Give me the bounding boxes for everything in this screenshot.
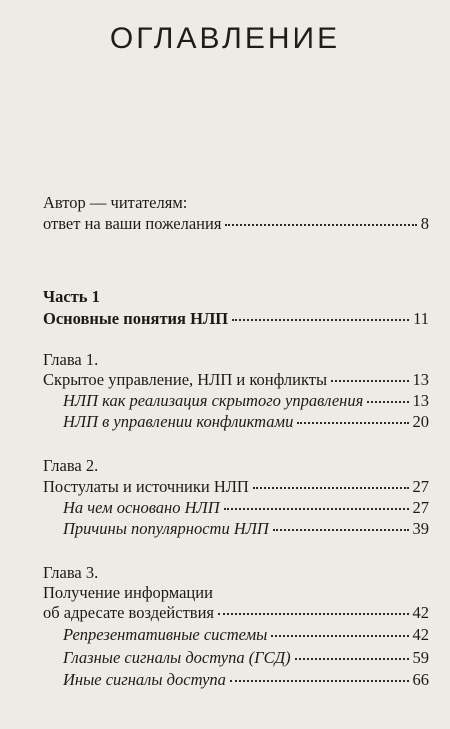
section-title: Иные сигналы доступа (63, 670, 226, 689)
section-entry[interactable] (63, 625, 429, 645)
page-number: 27 (412, 477, 429, 496)
author-entry-title: ответ на ваши пожелания (43, 214, 222, 233)
page-number: 13 (412, 391, 429, 410)
section-entry[interactable] (63, 498, 429, 518)
section-entry[interactable] (63, 519, 429, 539)
part-title: Основные понятия НЛП (43, 309, 229, 328)
leader-dots (225, 223, 416, 226)
page-number: 66 (412, 670, 429, 689)
page-number: 20 (412, 412, 429, 431)
chapter-title: об адресате воздействия (43, 603, 214, 622)
page-number: 27 (412, 498, 429, 517)
page-title: ОГЛАВЛЕНИЕ (109, 22, 341, 55)
chapter-title-line1: Получение информации (43, 583, 213, 602)
leader-dots (273, 528, 409, 531)
leader-dots (331, 379, 408, 382)
section-title: Причины популярности НЛП (63, 519, 269, 538)
leader-dots (295, 657, 409, 660)
page-number: 42 (412, 603, 429, 622)
section-entry[interactable] (63, 670, 429, 690)
section-title: Глазные сигналы доступа (ГСД) (63, 648, 291, 667)
author-entry-line1: Автор — читателям: (43, 193, 188, 212)
leader-dots (367, 400, 408, 403)
chapter-title: Скрытое управление, НЛП и конфликты (43, 370, 328, 389)
leader-dots (230, 679, 409, 682)
page-number: 39 (412, 519, 429, 538)
section-entry[interactable] (63, 391, 429, 411)
section-entry[interactable] (63, 412, 429, 432)
section-title: На чем основано НЛП (63, 498, 220, 517)
chapter-entry[interactable] (43, 603, 429, 623)
leader-dots (218, 612, 409, 615)
leader-dots (271, 634, 408, 637)
page-number: 8 (420, 214, 429, 233)
chapter-label: Глава 3. (43, 563, 99, 582)
page-number: 13 (412, 370, 429, 389)
page-number: 42 (412, 625, 429, 644)
page-number: 59 (412, 648, 429, 667)
author-entry[interactable] (43, 214, 429, 234)
section-entry[interactable] (63, 648, 429, 668)
chapter-label: Глава 2. (43, 456, 99, 475)
section-title: Репрезентативные системы (63, 625, 268, 644)
section-title: НЛП как реализация скрытого управления (63, 391, 364, 410)
leader-dots (224, 507, 409, 510)
section-title: НЛП в управлении конфликтами (63, 412, 294, 431)
part-entry[interactable] (43, 309, 429, 329)
chapter-title: Постулаты и источники НЛП (43, 477, 249, 496)
leader-dots (232, 318, 409, 321)
chapter-entry[interactable] (43, 370, 429, 390)
part-label: Часть 1 (43, 287, 100, 306)
chapter-label: Глава 1. (43, 350, 99, 369)
page-number: 11 (413, 309, 429, 328)
leader-dots (253, 486, 409, 489)
leader-dots (297, 421, 408, 424)
chapter-entry[interactable] (43, 477, 429, 497)
